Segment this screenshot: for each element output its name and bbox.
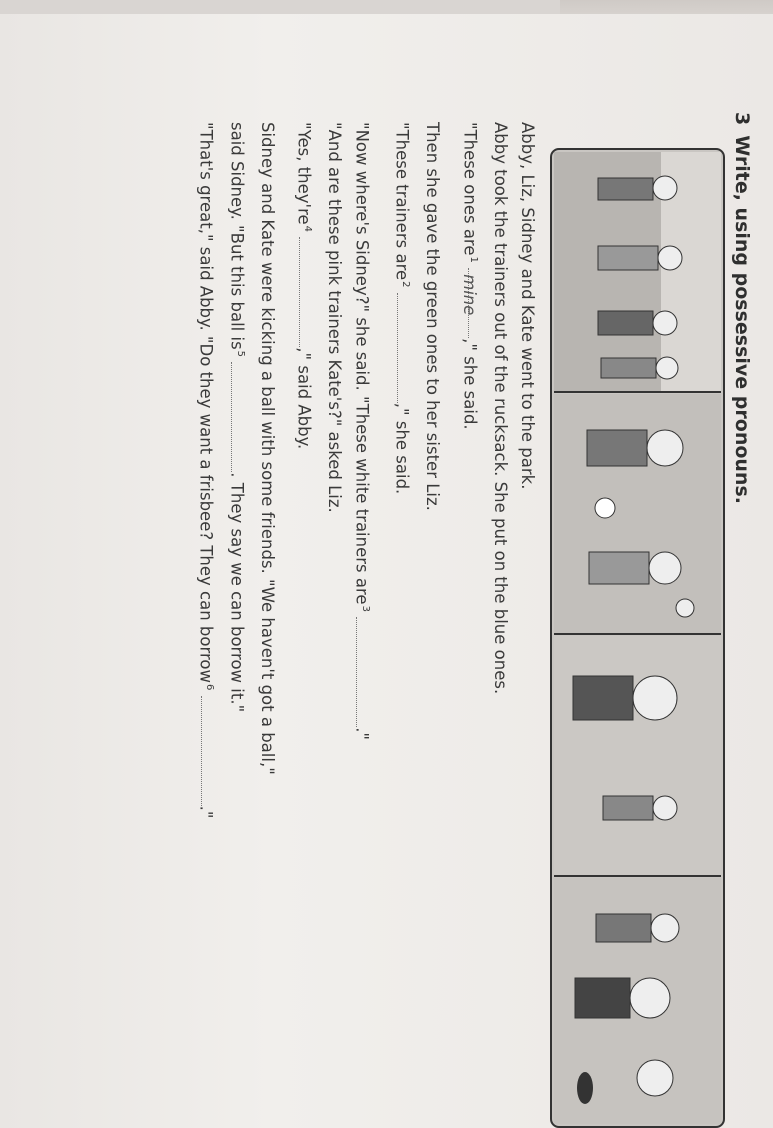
panel-4-friends bbox=[554, 878, 721, 1124]
question-6-prefix: "That's great," said Abby. "Do they want a frisbee? They can borrow bbox=[197, 122, 216, 683]
panel-1-park bbox=[554, 152, 721, 392]
story-line-2: Abby took the trainers out of the rucksack. She put on the blue ones. bbox=[491, 122, 510, 695]
answer-blank-6[interactable] bbox=[201, 696, 216, 806]
story-line-7: "And are these pink trainers Kate's?" asked Liz. bbox=[325, 122, 345, 513]
question-4-number: 4 bbox=[302, 225, 314, 233]
question-5-prefix: said Sidney. "But this ball is bbox=[227, 122, 247, 350]
question-5-number: 5 bbox=[235, 350, 246, 358]
question-6 bbox=[193, 122, 224, 1122]
question-4-prefix: "Yes, they're bbox=[295, 122, 314, 225]
story-line-9: Sidney and Kate were kicking a ball with some friends. "We haven't got a ball," bbox=[258, 122, 277, 775]
question-1-suffix: ," she said. bbox=[460, 338, 480, 430]
comic-strip-illustration bbox=[550, 148, 725, 1128]
exercise-heading bbox=[731, 112, 753, 504]
question-1 bbox=[457, 122, 488, 1122]
question-3-number: 3 bbox=[360, 605, 371, 612]
answer-blank-2[interactable] bbox=[397, 293, 412, 403]
exercise-number: 3 bbox=[731, 112, 753, 126]
exercise-instruction: Write, using possessive pronouns. bbox=[731, 135, 753, 504]
answer-1-example: mine bbox=[460, 274, 480, 316]
question-3 bbox=[349, 122, 380, 1122]
answer-blank-4[interactable] bbox=[299, 237, 314, 347]
answer-blank-1[interactable] bbox=[460, 268, 484, 338]
panel-3-sisters bbox=[554, 636, 721, 876]
story-line-4: Then she gave the green ones to her sister Liz. bbox=[423, 122, 443, 511]
question-5-suffix: . They say we can borrow it." bbox=[227, 472, 247, 713]
question-6-suffix: ." bbox=[197, 805, 216, 819]
question-3-suffix: ." bbox=[352, 727, 372, 741]
question-1-prefix: "These ones are bbox=[460, 122, 480, 256]
story-line-1: Abby, Liz, Sidney and Kate went to the park. bbox=[518, 122, 537, 490]
story-text bbox=[193, 122, 541, 1122]
question-4 bbox=[291, 122, 322, 1122]
question-6-number: 6 bbox=[204, 684, 216, 691]
answer-blank-5[interactable] bbox=[232, 362, 247, 472]
question-2-prefix: "These trainers are bbox=[393, 122, 412, 281]
question-3-prefix: "Now where's Sidney?" she said. "These white trainers are bbox=[352, 122, 372, 605]
question-2-number: 2 bbox=[400, 281, 412, 288]
question-2 bbox=[389, 122, 420, 1122]
question-1-number: 1 bbox=[468, 256, 479, 263]
panel-2-trainers bbox=[554, 394, 721, 634]
answer-blank-3[interactable] bbox=[357, 617, 372, 727]
question-2-suffix: ," she said. bbox=[393, 402, 412, 495]
question-5 bbox=[224, 122, 255, 1122]
question-4-suffix: ," said Abby. bbox=[295, 347, 314, 450]
